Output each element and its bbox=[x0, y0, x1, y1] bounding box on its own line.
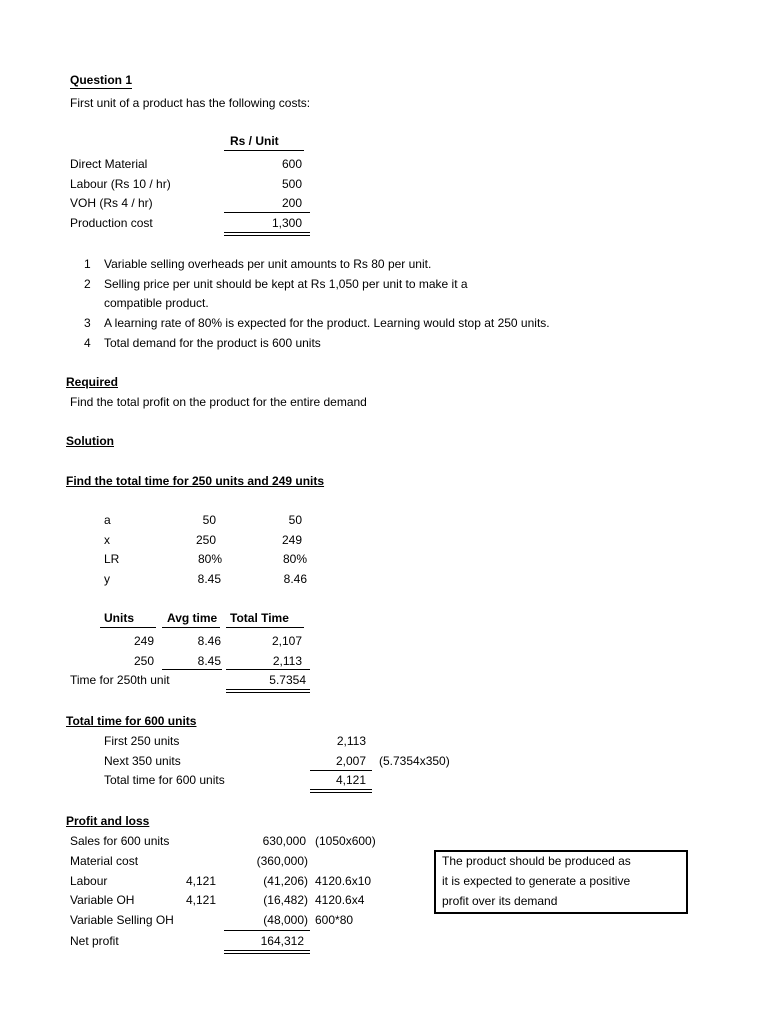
param-value-1: 50 bbox=[202, 513, 216, 527]
cost-row-label: Labour (Rs 10 / hr) bbox=[70, 177, 171, 191]
note-text: Total demand for the product is 600 units bbox=[104, 336, 321, 350]
cost-subtotal-line bbox=[224, 212, 310, 213]
pnl-heading: Profit and loss bbox=[66, 814, 150, 828]
total-header-underline bbox=[226, 627, 304, 628]
total-time-row-note: (5.7354x350) bbox=[379, 754, 450, 768]
pnl-net-double-line bbox=[224, 950, 310, 951]
total-time-total-label: Total time for 600 units bbox=[104, 773, 225, 787]
cost-total-value: 1,300 bbox=[271, 216, 302, 230]
cost-total-double-line bbox=[224, 232, 310, 233]
pnl-row-note: (1050x600) bbox=[315, 834, 376, 848]
pnl-row-value: (41,206) bbox=[263, 874, 308, 888]
pnl-row-label: Variable Selling OH bbox=[70, 913, 174, 927]
total-time-double-line bbox=[310, 789, 372, 790]
cost-row-label: VOH (Rs 4 / hr) bbox=[70, 196, 153, 210]
param-value-1: 250 bbox=[195, 533, 216, 547]
param-label: x bbox=[104, 533, 110, 547]
units-row-total: 2,113 bbox=[272, 654, 302, 668]
cost-row-value: 600 bbox=[281, 157, 302, 171]
conclusion-line: profit over its demand bbox=[442, 894, 558, 908]
pnl-row-value: 630,000 bbox=[262, 834, 306, 848]
total-time-total-value: 4,121 bbox=[335, 773, 366, 787]
cost-header-underline bbox=[224, 150, 304, 151]
note-text: compatible product. bbox=[104, 296, 209, 310]
units-header-avg: Avg time bbox=[167, 611, 218, 625]
pnl-row-label: Sales for 600 units bbox=[70, 834, 170, 848]
note-number: 1 bbox=[84, 257, 91, 271]
units-result-label: Time for 250th unit bbox=[70, 673, 170, 687]
cost-row-value: 500 bbox=[281, 177, 302, 191]
pnl-net-double-line bbox=[224, 953, 310, 954]
param-value-2: 8.46 bbox=[283, 572, 307, 586]
note-number: 2 bbox=[84, 277, 91, 291]
param-value-2: 50 bbox=[288, 513, 302, 527]
pnl-row-label: Variable OH bbox=[70, 893, 135, 907]
param-value-1: 8.45 bbox=[197, 572, 221, 586]
pnl-row-qty: 4,121 bbox=[185, 893, 216, 907]
time-heading: Find the total time for 250 units and 249 units bbox=[66, 474, 325, 488]
units-result-double-line bbox=[226, 689, 310, 690]
units-row-units: 250 bbox=[133, 654, 154, 668]
param-label: y bbox=[104, 572, 110, 586]
units-header-underline bbox=[100, 627, 156, 628]
required-text: Find the total profit on the product for the entire demand bbox=[70, 395, 367, 409]
units-header-total: Total Time bbox=[230, 611, 289, 625]
param-value-2: 249 bbox=[281, 533, 302, 547]
intro-text: First unit of a product has the following costs: bbox=[70, 96, 311, 110]
note-text: A learning rate of 80% is expected for the product. Learning would stop at 250 units. bbox=[104, 316, 550, 330]
pnl-row-note: 4120.6x4 bbox=[315, 893, 365, 907]
pnl-row-qty: 4,121 bbox=[185, 874, 216, 888]
pnl-subtotal-line bbox=[224, 930, 310, 931]
total-time-double-line bbox=[310, 792, 372, 793]
total-time-row-value: 2,113 bbox=[336, 734, 366, 748]
total-time-subtotal-line bbox=[310, 770, 372, 771]
pnl-row-note: 4120.6x10 bbox=[315, 874, 372, 888]
note-number: 3 bbox=[84, 316, 91, 330]
total-time-row-value: 2,007 bbox=[335, 754, 366, 768]
param-value-2: 80% bbox=[282, 552, 307, 566]
cost-table-header: Rs / Unit bbox=[230, 134, 279, 148]
units-subtotal-line bbox=[162, 669, 222, 670]
param-value-1: 80% bbox=[197, 552, 222, 566]
pnl-row-note: 600*80 bbox=[315, 913, 354, 927]
cost-total-label: Production cost bbox=[70, 216, 153, 230]
total-time-row-label: Next 350 units bbox=[104, 754, 181, 768]
note-text: Variable selling overheads per unit amounts to Rs 80 per unit. bbox=[104, 257, 432, 271]
pnl-row-label: Labour bbox=[70, 874, 108, 888]
pnl-net-label: Net profit bbox=[70, 934, 119, 948]
pnl-row-label: Material cost bbox=[70, 854, 139, 868]
units-row-total: 2,107 bbox=[271, 634, 302, 648]
pnl-net-value: 164,312 bbox=[260, 934, 304, 948]
question-title-underline bbox=[70, 88, 132, 89]
note-number: 4 bbox=[84, 336, 91, 350]
question-title: Question 1 bbox=[70, 73, 133, 87]
note-text: Selling price per unit should be kept at Rs 1,050 per unit to make it a bbox=[104, 277, 468, 291]
total-time-row-label: First 250 units bbox=[104, 734, 180, 748]
units-row-avg: 8.45 bbox=[197, 654, 221, 668]
units-subtotal-line bbox=[226, 669, 310, 670]
units-result-double-line bbox=[226, 692, 310, 693]
total-time-heading: Total time for 600 units bbox=[66, 714, 197, 728]
conclusion-line: The product should be produced as bbox=[442, 854, 631, 868]
pnl-row-value: (48,000) bbox=[263, 913, 308, 927]
units-row-avg: 8.46 bbox=[197, 634, 221, 648]
param-label: a bbox=[104, 513, 111, 527]
cost-total-double-line bbox=[224, 235, 310, 236]
cost-row-label: Direct Material bbox=[70, 157, 148, 171]
required-heading: Required bbox=[66, 375, 119, 389]
units-header-units: Units bbox=[104, 611, 134, 625]
solution-heading: Solution bbox=[66, 434, 114, 448]
cost-row-value: 200 bbox=[281, 196, 302, 210]
pnl-row-value: (16,482) bbox=[263, 893, 308, 907]
conclusion-line: it is expected to generate a positive bbox=[442, 874, 631, 888]
units-row-units: 249 bbox=[133, 634, 154, 648]
avg-header-underline bbox=[162, 627, 220, 628]
units-result-value: 5.7354 bbox=[269, 673, 306, 687]
param-label: LR bbox=[104, 552, 120, 566]
pnl-row-value: (360,000) bbox=[256, 854, 308, 868]
